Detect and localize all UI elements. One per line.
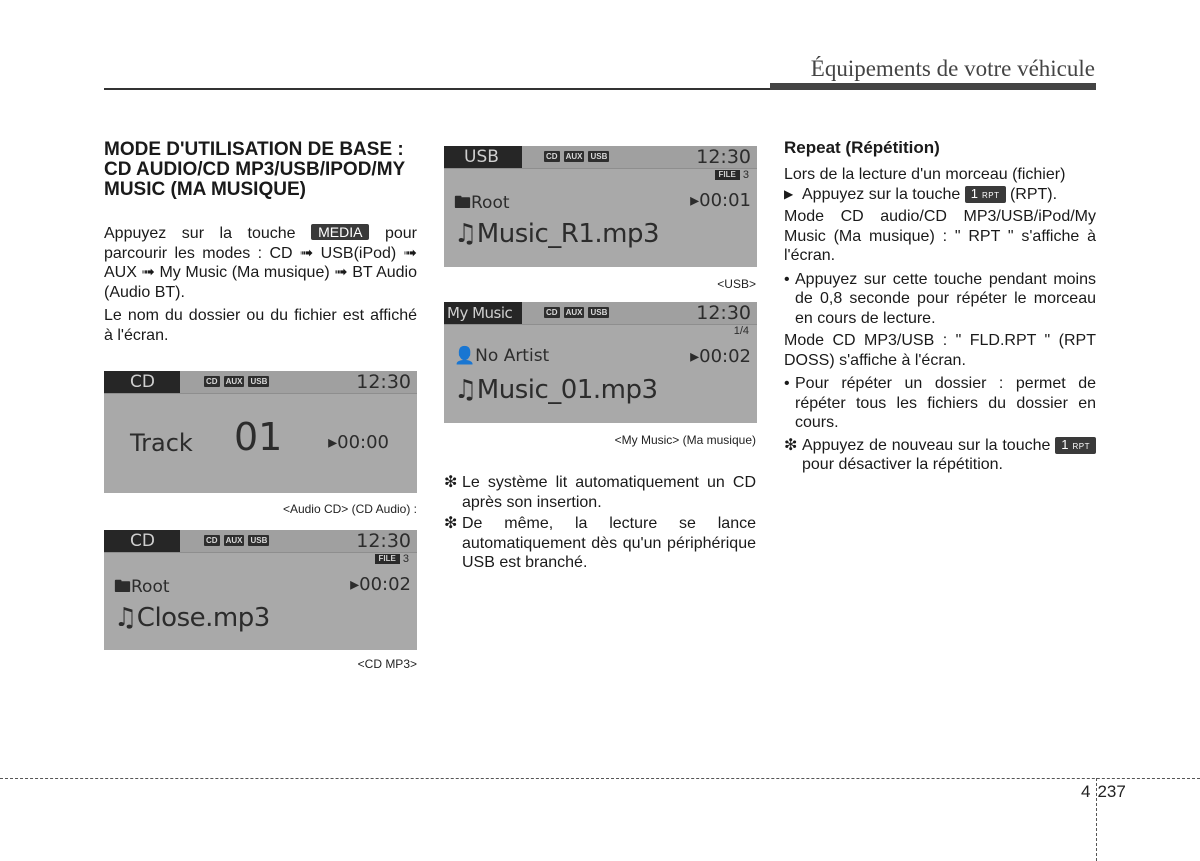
- note-mark-icon: ❇: [784, 436, 798, 454]
- chapter-number: 4: [1081, 782, 1091, 801]
- rpt-button-number: 1: [1061, 436, 1069, 452]
- page-number: [1081, 782, 1126, 802]
- lcd-track-count: 1/4: [733, 325, 749, 337]
- lcd-source-tags: [204, 376, 269, 387]
- tag-aux: AUX: [565, 152, 583, 161]
- lcd-my-music: [444, 302, 757, 423]
- bullet-mark: •: [784, 375, 790, 392]
- section-heading: MODE D'UTILISATION DE BASE : CD AUDIO/CD MP3/USB/IPOD/MY MUSIC (MA MUSIQUE): [104, 139, 405, 200]
- repeat-step: [784, 185, 1096, 205]
- media-text-after: pour parcourir les modes : CD ➟ USB(iPod) ➟ AUX ➟ My Music (Ma musique) ➟ BT Audio (Audio BT).: [104, 225, 417, 301]
- lcd-mode-label: CD: [104, 530, 180, 552]
- repeat-heading: Repeat (Répétition): [784, 138, 940, 157]
- header-rule-thick: [770, 83, 1096, 90]
- tag-aux: AUX: [565, 308, 583, 317]
- rpt-button-label: RPT: [982, 190, 1000, 200]
- folder-paragraph: Le nom du dossier ou du fichier est affiché à l'écran.: [104, 307, 417, 344]
- lcd-elapsed-time: ▸00:02: [350, 574, 411, 595]
- lcd-clock: 12:30: [696, 146, 751, 168]
- lcd-clock: 12:30: [356, 530, 411, 552]
- bullet-mark: •: [784, 270, 790, 288]
- repeat-step-text: Appuyez sur la touche: [802, 185, 961, 203]
- tag-usb: USB: [590, 152, 608, 161]
- repeat-intro: Lors de la lecture d'un morceau (fichier): [784, 166, 1066, 183]
- lcd-song-name: ♫Music_R1.mp3: [454, 219, 660, 249]
- lcd-folder-name: 🖿Root: [114, 577, 170, 597]
- caption-cd-mp3: <CD MP3>: [357, 657, 417, 671]
- lcd-elapsed-time: ▸00:01: [690, 190, 751, 211]
- lcd-track-label: Track: [130, 429, 193, 457]
- tag-cd: CD: [206, 377, 218, 386]
- bullet-repeat-folder: [784, 374, 1096, 433]
- footer-rule: [0, 778, 1200, 779]
- tag-cd: CD: [206, 536, 218, 545]
- column-left: [104, 140, 417, 349]
- media-text-before: Appuyez sur la touche: [104, 225, 296, 242]
- lcd-song-name: ♫Close.mp3: [114, 603, 270, 633]
- tag-cd: CD: [546, 152, 558, 161]
- page-header-title: Équipements de votre véhicule: [810, 56, 1095, 81]
- tag-cd: CD: [546, 308, 558, 317]
- lcd-elapsed-time: ▸00:02: [690, 346, 751, 367]
- tag-aux: AUX: [225, 377, 243, 386]
- tag-usb: USB: [590, 308, 608, 317]
- lcd-clock: 12:30: [356, 371, 411, 393]
- bullet-text: Appuyez sur cette touche pendant moins de 0,8 seconde pour répéter le morceau en cours de lecture.: [795, 270, 1096, 327]
- bullet-repeat-track: [784, 270, 1096, 329]
- lcd-track-number: 01: [234, 415, 283, 459]
- page-number-value: 237: [1097, 782, 1126, 801]
- lcd-file-info: [715, 169, 749, 181]
- note-text: De même, la lecture se lance automatiquement dès qu'un périphérique USB est branché.: [462, 515, 756, 571]
- caption-my-music: <My Music> (Ma musique): [614, 433, 756, 447]
- caption-audio-cd: <Audio CD> (CD Audio) :: [282, 502, 417, 516]
- media-button-icon: MEDIA: [311, 224, 369, 240]
- repeat-step-after: (RPT).: [1009, 185, 1058, 203]
- file-count: 3: [402, 553, 409, 565]
- lcd-source-tags: [544, 151, 609, 162]
- file-badge: FILE: [715, 170, 740, 180]
- lcd-usb: [444, 146, 757, 267]
- tag-aux: AUX: [225, 536, 243, 545]
- note-mark-icon: ❇: [444, 515, 458, 532]
- caption-usb: <USB>: [717, 277, 756, 291]
- lcd-cd-mp3: [104, 530, 417, 650]
- note-text-after: pour désactiver la répétition.: [802, 456, 1003, 473]
- lcd-song-name: ♫Music_01.mp3: [454, 375, 658, 405]
- lcd-source-tags: [544, 307, 609, 318]
- repeat-mode-folder: Mode CD MP3/USB : " FLD.RPT " (RPT DOSS) s'affiche à l'écran.: [784, 332, 1096, 369]
- note-mark-icon: ❇: [444, 474, 458, 491]
- rpt-button-icon: [965, 186, 1006, 203]
- note-usb-autoplay: [444, 514, 756, 573]
- column-middle-notes: [444, 473, 756, 575]
- note-disable-repeat: [784, 436, 1096, 475]
- rpt-button-number: 1: [970, 185, 979, 201]
- rpt-button-label: RPT: [1072, 441, 1090, 451]
- note-text: Le système lit automatiquement un CD après son insertion.: [462, 474, 756, 511]
- bullet-text: Pour répéter un dossier : permet de répéter tous les fichiers du dossier en cours.: [795, 375, 1096, 431]
- lcd-audio-cd: [104, 371, 417, 493]
- lcd-folder-name: 🖿Root: [454, 193, 510, 213]
- file-badge: FILE: [375, 554, 400, 564]
- file-count: 3: [742, 169, 749, 181]
- header-rule-thin: [104, 88, 770, 90]
- lcd-elapsed-time: ▸00:00: [328, 432, 389, 453]
- note-text-before: Appuyez de nouveau sur la touche: [802, 436, 1051, 454]
- lcd-clock: 12:30: [696, 302, 751, 324]
- lcd-artist-name: 👤No Artist: [454, 346, 550, 366]
- tag-usb: USB: [250, 536, 268, 545]
- lcd-file-info: [375, 553, 409, 565]
- column-right: [784, 138, 1096, 477]
- repeat-mode-cd: Mode CD audio/CD MP3/USB/iPod/My Music (Ma musique) : " RPT " s'affiche à l'écran.: [784, 208, 1096, 264]
- lcd-mode-label: My Music: [444, 302, 522, 324]
- media-paragraph: [104, 224, 417, 302]
- rpt-button-icon: [1055, 437, 1096, 454]
- tag-usb: USB: [250, 377, 268, 386]
- lcd-mode-label: CD: [104, 371, 180, 393]
- arrow-right-icon: ▶: [784, 186, 794, 201]
- note-cd-autoplay: [444, 473, 756, 512]
- lcd-mode-label: USB: [444, 146, 522, 168]
- lcd-source-tags: [204, 535, 269, 546]
